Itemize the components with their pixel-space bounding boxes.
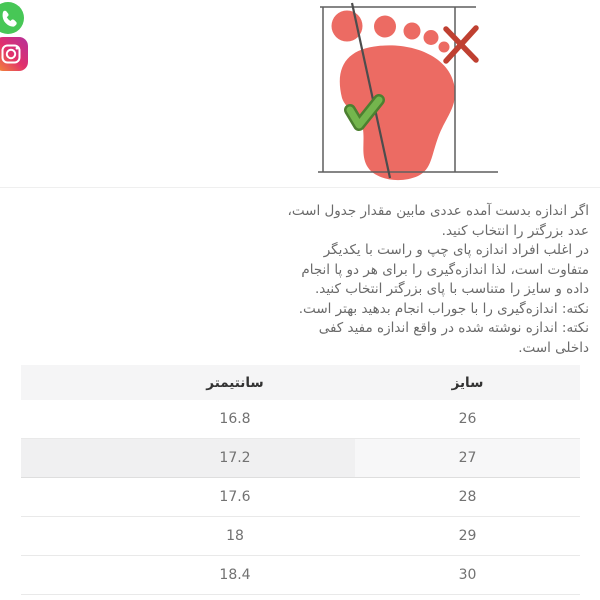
instruction-line: داخلی است. (518, 339, 589, 356)
instruction-line: داده و سایز را متناسب با پای بزرگتر انتخاب کنید. (314, 281, 589, 297)
size-cell: 30 (355, 556, 580, 595)
x-mark-icon (446, 28, 476, 61)
cm-cell: 18.4 (115, 556, 355, 595)
table-row-highlighted (21, 439, 580, 478)
size-cell: 28 (355, 478, 580, 517)
table-row (21, 517, 580, 556)
instruction-line: نکته: اندازه نوشته شده در واقع اندازه مفید کفی (318, 320, 589, 336)
cm-cell: 17.2 (115, 439, 355, 478)
table-row (21, 478, 580, 517)
section-divider (0, 187, 600, 188)
instagram-share-button[interactable] (0, 37, 28, 71)
size-table (21, 365, 580, 595)
size-cell: 27 (355, 439, 580, 478)
spacer-cell (21, 400, 115, 439)
spacer-cell (21, 556, 115, 595)
size-column-header: سایز (355, 365, 580, 400)
cm-cell: 18 (115, 517, 355, 556)
footprint-shape (332, 11, 456, 181)
size-cell: 29 (355, 517, 580, 556)
instagram-icon (0, 37, 28, 71)
instruction-line: نکته: اندازه‌گیری را با جوراب انجام بدهید بهتر است. (298, 300, 589, 317)
cm-column-header: سانتیمتر (115, 365, 355, 400)
cm-cell: 17.6 (115, 478, 355, 517)
sizing-instructions (189, 202, 589, 358)
spacer-cell (21, 439, 115, 478)
spacer-cell (21, 478, 115, 517)
spacer-cell (21, 517, 115, 556)
whatsapp-icon (0, 2, 24, 34)
whatsapp-share-button[interactable] (0, 2, 24, 34)
table-row (21, 400, 580, 439)
instruction-line: اگر اندازه بدست آمده عددی مابین مقدار جدول است، (287, 203, 589, 219)
instruction-line: عدد بزرگتر را انتخاب کنید. (441, 222, 589, 239)
cm-cell: 16.8 (115, 400, 355, 439)
spacer-column-header (21, 365, 115, 400)
instruction-line: در اغلب افراد اندازه پای چپ و راست با یکدیگر (323, 242, 589, 258)
foot-measurement-diagram (298, 0, 502, 190)
instruction-line: متفاوت است، لذا اندازه‌گیری را برای هر دو پا انجام (301, 261, 589, 278)
size-table-header-row (21, 365, 580, 400)
size-cell: 26 (355, 400, 580, 439)
table-row (21, 556, 580, 595)
